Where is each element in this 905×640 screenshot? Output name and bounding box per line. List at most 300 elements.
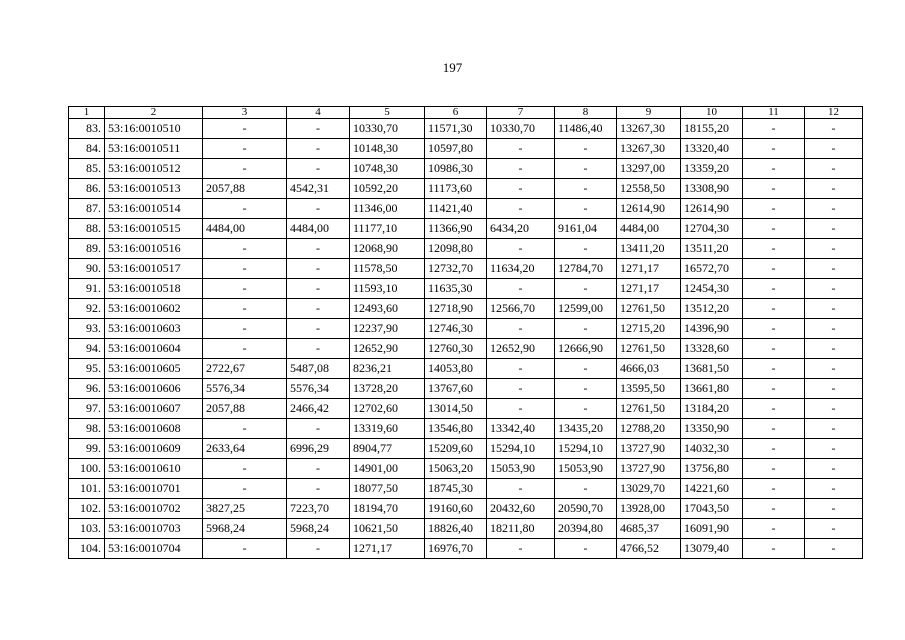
column-header-11: 11 (743, 107, 805, 119)
value-cell: - (203, 479, 287, 499)
value-cell: 13319,60 (350, 419, 425, 439)
value-cell: - (743, 239, 805, 259)
value-cell: 12760,30 (425, 339, 487, 359)
data-table (68, 106, 863, 559)
value-cell: 14396,90 (681, 319, 743, 339)
value-cell: - (743, 459, 805, 479)
value-cell: 12704,30 (681, 219, 743, 239)
value-cell: 13928,00 (617, 499, 681, 519)
value-cell: 13595,50 (617, 379, 681, 399)
value-cell: - (487, 139, 555, 159)
value-cell: - (287, 259, 350, 279)
table-row (69, 259, 863, 279)
column-header-8: 8 (555, 107, 617, 119)
value-cell: 14901,00 (350, 459, 425, 479)
value-cell: - (805, 539, 863, 559)
value-cell: - (555, 539, 617, 559)
value-cell: - (555, 379, 617, 399)
cadastral-number-cell: 53:16:0010511 (105, 139, 203, 159)
cadastral-number-cell: 53:16:0010518 (105, 279, 203, 299)
cadastral-number-cell: 53:16:0010701 (105, 479, 203, 499)
column-header-1: 1 (69, 107, 105, 119)
cadastral-number-cell: 53:16:0010606 (105, 379, 203, 399)
value-cell: - (805, 179, 863, 199)
value-cell: 13411,20 (617, 239, 681, 259)
value-cell: 2722,67 (203, 359, 287, 379)
value-cell: 12666,90 (555, 339, 617, 359)
cadastral-number-cell: 53:16:0010604 (105, 339, 203, 359)
value-cell: 16976,70 (425, 539, 487, 559)
value-cell: - (287, 279, 350, 299)
value-cell: 13267,30 (617, 119, 681, 139)
value-cell: 20394,80 (555, 519, 617, 539)
value-cell: 13320,40 (681, 139, 743, 159)
value-cell: 13029,70 (617, 479, 681, 499)
value-cell: - (287, 459, 350, 479)
value-cell: 13511,20 (681, 239, 743, 259)
value-cell: - (743, 119, 805, 139)
value-cell: - (487, 199, 555, 219)
value-cell: 5576,34 (287, 379, 350, 399)
value-cell: 4685,37 (617, 519, 681, 539)
cadastral-number-cell: 53:16:0010514 (105, 199, 203, 219)
value-cell: 13767,60 (425, 379, 487, 399)
table-row (69, 359, 863, 379)
column-header-4: 4 (287, 107, 350, 119)
value-cell: - (805, 379, 863, 399)
value-cell: 11173,60 (425, 179, 487, 199)
value-cell: 12098,80 (425, 239, 487, 259)
value-cell: - (287, 119, 350, 139)
value-cell: 14032,30 (681, 439, 743, 459)
value-cell: 13727,90 (617, 459, 681, 479)
value-cell: 2057,88 (203, 179, 287, 199)
value-cell: - (805, 399, 863, 419)
row-number-cell: 90. (69, 259, 105, 279)
cadastral-number-cell: 53:16:0010703 (105, 519, 203, 539)
value-cell: 11346,00 (350, 199, 425, 219)
value-cell: 4484,00 (617, 219, 681, 239)
value-cell: 12652,90 (487, 339, 555, 359)
value-cell: 6434,20 (487, 219, 555, 239)
value-cell: - (487, 319, 555, 339)
value-cell: 18077,50 (350, 479, 425, 499)
cadastral-number-cell: 53:16:0010702 (105, 499, 203, 519)
row-number-cell: 95. (69, 359, 105, 379)
value-cell: 5487,08 (287, 359, 350, 379)
value-cell: - (555, 199, 617, 219)
cadastral-number-cell: 53:16:0010608 (105, 419, 203, 439)
table-row (69, 279, 863, 299)
table-row (69, 459, 863, 479)
row-number-cell: 97. (69, 399, 105, 419)
value-cell: 18745,30 (425, 479, 487, 499)
value-cell: - (743, 379, 805, 399)
value-cell: 10330,70 (487, 119, 555, 139)
value-cell: 13267,30 (617, 139, 681, 159)
value-cell: - (805, 199, 863, 219)
value-cell: 12493,60 (350, 299, 425, 319)
column-header-9: 9 (617, 107, 681, 119)
column-header-10: 10 (681, 107, 743, 119)
value-cell: 11366,90 (425, 219, 487, 239)
value-cell: 12614,90 (617, 199, 681, 219)
value-cell: 12718,90 (425, 299, 487, 319)
value-cell: 13728,20 (350, 379, 425, 399)
value-cell: 13014,50 (425, 399, 487, 419)
row-number-cell: 103. (69, 519, 105, 539)
value-cell: 13756,80 (681, 459, 743, 479)
value-cell: - (743, 519, 805, 539)
value-cell: 1271,17 (617, 279, 681, 299)
value-cell: 9161,04 (555, 219, 617, 239)
table-row (69, 439, 863, 459)
value-cell: - (287, 139, 350, 159)
value-cell: 16091,90 (681, 519, 743, 539)
value-cell: 14221,60 (681, 479, 743, 499)
table-row (69, 419, 863, 439)
table-row (69, 479, 863, 499)
value-cell: - (743, 299, 805, 319)
row-number-cell: 102. (69, 499, 105, 519)
value-cell: - (487, 239, 555, 259)
row-number-cell: 101. (69, 479, 105, 499)
table-row (69, 399, 863, 419)
value-cell: 13328,60 (681, 339, 743, 359)
value-cell: 15209,60 (425, 439, 487, 459)
value-cell: 8904,77 (350, 439, 425, 459)
value-cell: 12746,30 (425, 319, 487, 339)
value-cell: 13350,90 (681, 419, 743, 439)
value-cell: - (743, 179, 805, 199)
table-body (69, 119, 863, 559)
table-row (69, 239, 863, 259)
value-cell: 10330,70 (350, 119, 425, 139)
value-cell: 18155,20 (681, 119, 743, 139)
row-number-cell: 85. (69, 159, 105, 179)
value-cell: 11578,50 (350, 259, 425, 279)
table-row (69, 539, 863, 559)
table-row (69, 139, 863, 159)
row-number-cell: 96. (69, 379, 105, 399)
value-cell: - (555, 479, 617, 499)
value-cell: - (487, 179, 555, 199)
value-cell: 12761,50 (617, 339, 681, 359)
row-number-cell: 92. (69, 299, 105, 319)
value-cell: - (203, 459, 287, 479)
value-cell: - (487, 399, 555, 419)
column-header-12: 12 (805, 107, 863, 119)
value-cell: 12732,70 (425, 259, 487, 279)
value-cell: - (287, 199, 350, 219)
value-cell: 12614,90 (681, 199, 743, 219)
table-row (69, 179, 863, 199)
value-cell: 12784,70 (555, 259, 617, 279)
row-number-cell: 94. (69, 339, 105, 359)
value-cell: 13435,20 (555, 419, 617, 439)
column-header-2: 2 (105, 107, 203, 119)
value-cell: - (743, 419, 805, 439)
value-cell: - (487, 539, 555, 559)
row-number-cell: 93. (69, 319, 105, 339)
value-cell: 3827,25 (203, 499, 287, 519)
value-cell: 11177,10 (350, 219, 425, 239)
value-cell: - (487, 379, 555, 399)
value-cell: - (555, 319, 617, 339)
value-cell: - (287, 539, 350, 559)
value-cell: 14053,80 (425, 359, 487, 379)
value-cell: 15053,90 (487, 459, 555, 479)
value-cell: 12566,70 (487, 299, 555, 319)
value-cell: - (743, 399, 805, 419)
value-cell: 12068,90 (350, 239, 425, 259)
value-cell: 13297,00 (617, 159, 681, 179)
value-cell: 12702,60 (350, 399, 425, 419)
value-cell: - (203, 319, 287, 339)
value-cell: 13681,50 (681, 359, 743, 379)
cadastral-number-cell: 53:16:0010512 (105, 159, 203, 179)
value-cell: 13512,20 (681, 299, 743, 319)
value-cell: - (487, 479, 555, 499)
value-cell: 4766,52 (617, 539, 681, 559)
row-number-cell: 91. (69, 279, 105, 299)
cadastral-number-cell: 53:16:0010515 (105, 219, 203, 239)
value-cell: 12558,50 (617, 179, 681, 199)
table-row (69, 159, 863, 179)
value-cell: - (805, 219, 863, 239)
value-cell: 13308,90 (681, 179, 743, 199)
value-cell: - (287, 479, 350, 499)
row-number-cell: 84. (69, 139, 105, 159)
value-cell: 19160,60 (425, 499, 487, 519)
value-cell: - (805, 419, 863, 439)
value-cell: - (555, 359, 617, 379)
value-cell: - (203, 419, 287, 439)
value-cell: - (805, 339, 863, 359)
value-cell: 13342,40 (487, 419, 555, 439)
value-cell: 13184,20 (681, 399, 743, 419)
value-cell: 5576,34 (203, 379, 287, 399)
value-cell: - (805, 499, 863, 519)
value-cell: - (743, 439, 805, 459)
value-cell: - (203, 279, 287, 299)
value-cell: 8236,21 (350, 359, 425, 379)
value-cell: - (555, 399, 617, 419)
value-cell: - (203, 299, 287, 319)
value-cell: 4666,03 (617, 359, 681, 379)
value-cell: 20432,60 (487, 499, 555, 519)
value-cell: - (203, 339, 287, 359)
header-row (69, 107, 863, 119)
value-cell: 10148,30 (350, 139, 425, 159)
value-cell: 5968,24 (287, 519, 350, 539)
value-cell: 10597,80 (425, 139, 487, 159)
value-cell: 12761,50 (617, 399, 681, 419)
row-number-cell: 89. (69, 239, 105, 259)
value-cell: 10592,20 (350, 179, 425, 199)
value-cell: - (805, 119, 863, 139)
row-number-cell: 86. (69, 179, 105, 199)
value-cell: - (743, 319, 805, 339)
value-cell: 15294,10 (487, 439, 555, 459)
value-cell: 13079,40 (681, 539, 743, 559)
value-cell: 1271,17 (350, 539, 425, 559)
cadastral-number-cell: 53:16:0010603 (105, 319, 203, 339)
value-cell: 15053,90 (555, 459, 617, 479)
row-number-cell: 99. (69, 439, 105, 459)
value-cell: 18826,40 (425, 519, 487, 539)
value-cell: 7223,70 (287, 499, 350, 519)
table-row (69, 299, 863, 319)
value-cell: - (287, 159, 350, 179)
value-cell: - (287, 339, 350, 359)
value-cell: 15294,10 (555, 439, 617, 459)
value-cell: 11635,30 (425, 279, 487, 299)
value-cell: - (743, 539, 805, 559)
value-cell: - (805, 159, 863, 179)
value-cell: 12237,90 (350, 319, 425, 339)
value-cell: - (555, 179, 617, 199)
row-number-cell: 87. (69, 199, 105, 219)
cadastral-number-cell: 53:16:0010610 (105, 459, 203, 479)
table-row (69, 219, 863, 239)
value-cell: 12715,20 (617, 319, 681, 339)
row-number-cell: 104. (69, 539, 105, 559)
value-cell: - (743, 279, 805, 299)
value-cell: 11571,30 (425, 119, 487, 139)
value-cell: - (805, 319, 863, 339)
value-cell: - (487, 359, 555, 379)
value-cell: 10621,50 (350, 519, 425, 539)
value-cell: 4542,31 (287, 179, 350, 199)
value-cell: - (805, 459, 863, 479)
value-cell: 4484,00 (203, 219, 287, 239)
cadastral-number-cell: 53:16:0010516 (105, 239, 203, 259)
row-number-cell: 83. (69, 119, 105, 139)
value-cell: 15063,20 (425, 459, 487, 479)
cadastral-number-cell: 53:16:0010517 (105, 259, 203, 279)
value-cell: 5968,24 (203, 519, 287, 539)
page-number: 197 (442, 60, 463, 75)
cadastral-number-cell: 53:16:0010602 (105, 299, 203, 319)
table-row (69, 379, 863, 399)
value-cell: - (743, 199, 805, 219)
cadastral-number-cell: 53:16:0010513 (105, 179, 203, 199)
table-row (69, 499, 863, 519)
value-cell: 12454,30 (681, 279, 743, 299)
table-row (69, 339, 863, 359)
value-cell: 2466,42 (287, 399, 350, 419)
column-header-5: 5 (350, 107, 425, 119)
value-cell: - (743, 139, 805, 159)
value-cell: - (743, 219, 805, 239)
value-cell: - (287, 299, 350, 319)
row-number-cell: 98. (69, 419, 105, 439)
value-cell: 4484,00 (287, 219, 350, 239)
value-cell: - (203, 119, 287, 139)
value-cell: - (805, 299, 863, 319)
value-cell: 6996,29 (287, 439, 350, 459)
value-cell: 10986,30 (425, 159, 487, 179)
cadastral-number-cell: 53:16:0010609 (105, 439, 203, 459)
cadastral-number-cell: 53:16:0010510 (105, 119, 203, 139)
value-cell: - (203, 539, 287, 559)
value-cell: 1271,17 (617, 259, 681, 279)
value-cell: 11593,10 (350, 279, 425, 299)
value-cell: - (287, 419, 350, 439)
column-header-7: 7 (487, 107, 555, 119)
value-cell: - (805, 439, 863, 459)
value-cell: 2057,88 (203, 399, 287, 419)
value-cell: - (805, 239, 863, 259)
value-cell: 17043,50 (681, 499, 743, 519)
value-cell: 18194,70 (350, 499, 425, 519)
value-cell: - (805, 519, 863, 539)
value-cell: 13661,80 (681, 379, 743, 399)
value-cell: 18211,80 (487, 519, 555, 539)
value-cell: 13727,90 (617, 439, 681, 459)
value-cell: - (743, 499, 805, 519)
value-cell: - (203, 159, 287, 179)
value-cell: - (805, 359, 863, 379)
value-cell: - (287, 319, 350, 339)
cadastral-number-cell: 53:16:0010605 (105, 359, 203, 379)
value-cell: 2633,64 (203, 439, 287, 459)
value-cell: 12599,00 (555, 299, 617, 319)
value-cell: - (805, 139, 863, 159)
value-cell: 13359,20 (681, 159, 743, 179)
value-cell: - (555, 279, 617, 299)
column-header-6: 6 (425, 107, 487, 119)
value-cell: 13546,80 (425, 419, 487, 439)
value-cell: - (743, 479, 805, 499)
value-cell: 10748,30 (350, 159, 425, 179)
value-cell: - (203, 259, 287, 279)
value-cell: - (203, 199, 287, 219)
value-cell: - (743, 159, 805, 179)
table-row (69, 319, 863, 339)
cadastral-number-cell: 53:16:0010607 (105, 399, 203, 419)
column-header-3: 3 (203, 107, 287, 119)
value-cell: 11634,20 (487, 259, 555, 279)
value-cell: - (487, 279, 555, 299)
value-cell: 11421,40 (425, 199, 487, 219)
value-cell: 11486,40 (555, 119, 617, 139)
value-cell: - (287, 239, 350, 259)
cadastral-number-cell: 53:16:0010704 (105, 539, 203, 559)
value-cell: - (743, 359, 805, 379)
value-cell: - (805, 279, 863, 299)
value-cell: - (743, 259, 805, 279)
value-cell: - (743, 339, 805, 359)
value-cell: - (555, 159, 617, 179)
value-cell: - (555, 139, 617, 159)
value-cell: - (203, 239, 287, 259)
table-row (69, 519, 863, 539)
value-cell: 12761,50 (617, 299, 681, 319)
value-cell: - (203, 139, 287, 159)
value-cell: 20590,70 (555, 499, 617, 519)
row-number-cell: 88. (69, 219, 105, 239)
value-cell: 12788,20 (617, 419, 681, 439)
table-row (69, 199, 863, 219)
value-cell: 12652,90 (350, 339, 425, 359)
row-number-cell: 100. (69, 459, 105, 479)
value-cell: - (805, 259, 863, 279)
value-cell: - (555, 239, 617, 259)
value-cell: 16572,70 (681, 259, 743, 279)
value-cell: - (805, 479, 863, 499)
